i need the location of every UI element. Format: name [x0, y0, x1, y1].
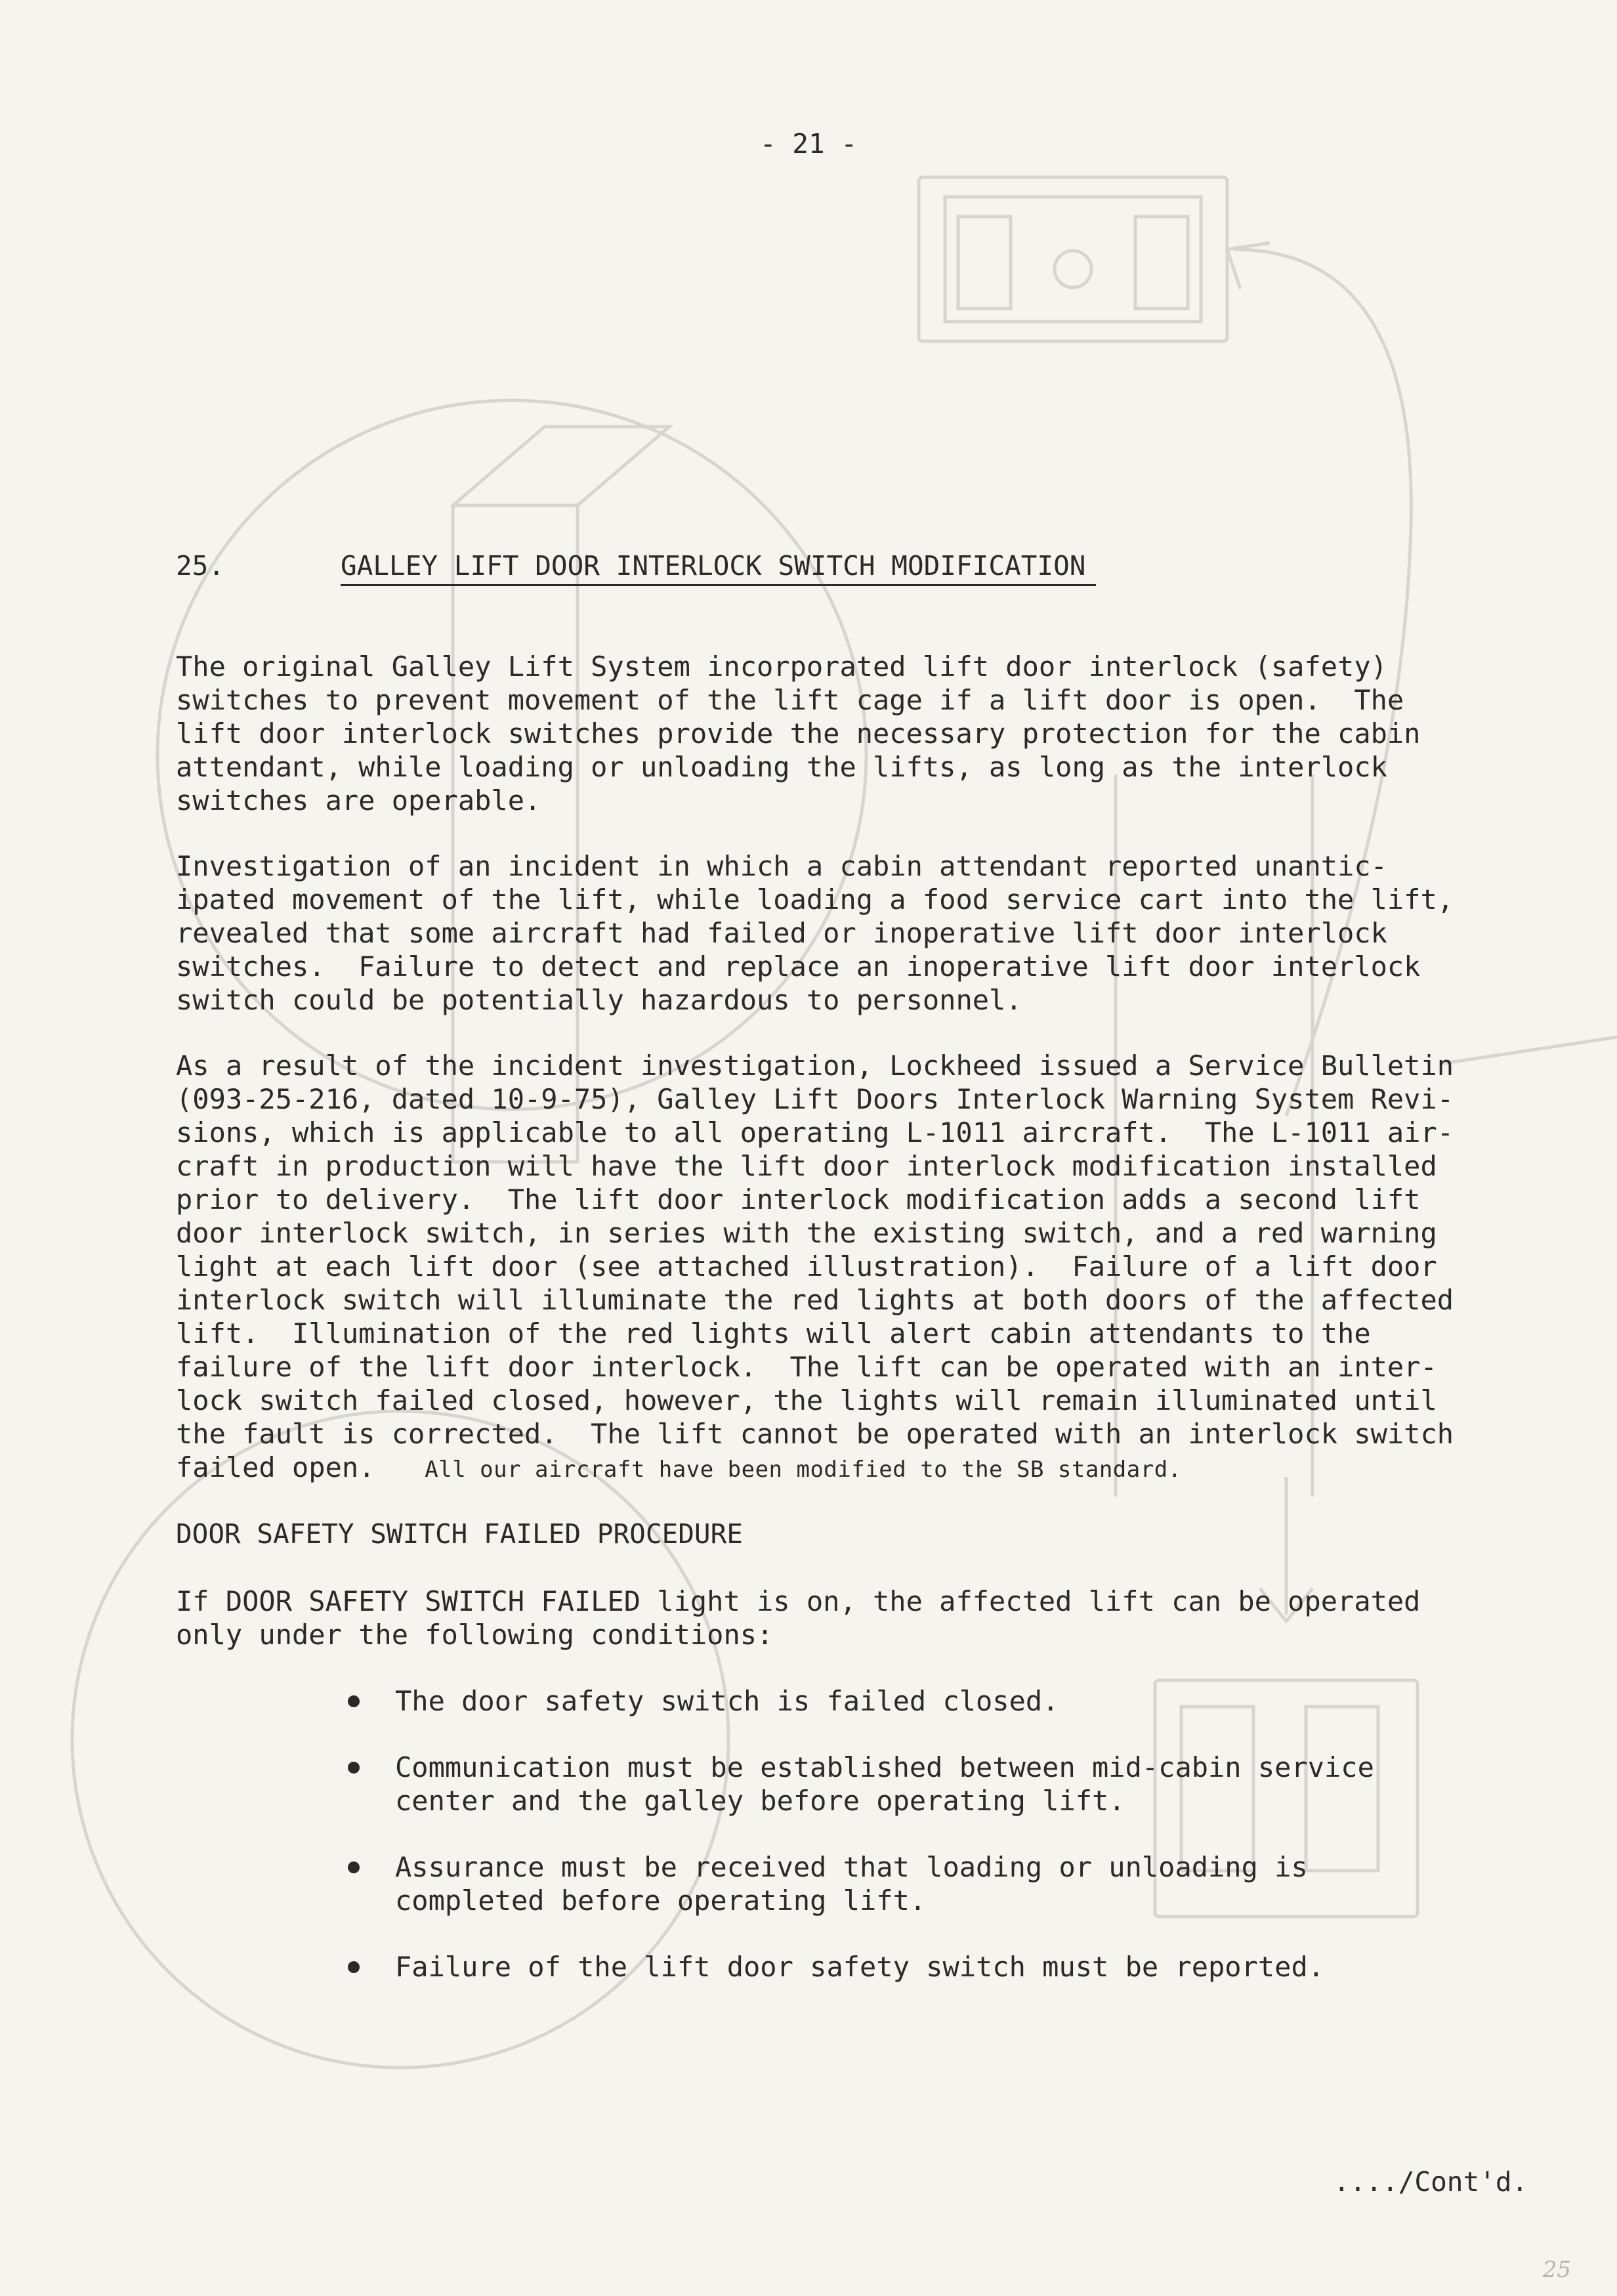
result-paragraph-text: As a result of the incident investigation, Lockheed issued a Service Bulletin (093-25-216, dated 10-9-75), Galley Lift Doors Interlock Warning System Revi- sions, which is applicable to all operating L-1011 aircraft. The L-1011 air- craft in production will have the lift door interlock modification installed prior to delivery. The lift door interlock modification adds a second lift door interlock switch, in series with the existing switch, and a red warning light at each lift door (see attached illustration). Failure of a lift door interlock switch will illuminate the red lights at both doors of the affected lift. Illumination of the red lights will alert cabin attendants to the failure of the lift door interlock. The lift can be operated with an inter- lock switch failed closed, however, the lights will remain illuminated until the fault is corrected. The lift cannot be operated with an interlock switch failed open. [176, 1050, 1454, 1483]
bullet-icon [348, 1762, 360, 1774]
procedure-heading: DOOR SAFETY SWITCH FAILED PROCEDURE [176, 1518, 743, 1550]
section-title: GALLEY LIFT DOOR INTERLOCK SWITCH MODIFICATION [341, 550, 1096, 586]
modification-note: All our aircraft have been modified to the SB standard. [425, 1456, 1182, 1483]
investigation-paragraph: Investigation of an incident in which a cabin attendant reported unantic- ipated movement of the lift, while loading a food service cart into the lift, revealed that some aircraft had failed or inoperative lift door interlock switches. Failure to detect and replace an inoperative lift door interlock switch could be potentially hazardous to personnel. [176, 850, 1454, 1016]
page-number: - 21 - [759, 128, 858, 159]
section-number: 25. [176, 550, 225, 582]
bullet-icon [348, 1861, 360, 1873]
condition-text: Communication must be established between mid-cabin service center and the galley before operating lift. [395, 1751, 1374, 1817]
conditions-list [341, 1684, 1457, 1984]
corner-page-mark: 25 [1542, 2257, 1571, 2283]
bullet-icon [348, 1961, 360, 1973]
condition-text: The door safety switch is failed closed. [395, 1685, 1059, 1717]
condition-text: Failure of the lift door safety switch must be reported. [395, 1951, 1325, 1983]
result-paragraph [176, 1049, 1475, 1487]
intro-paragraph: The original Galley Lift System incorporated lift door interlock (safety) switches to prevent movement of the lift cage if a lift door is open. The lift door interlock switches provide the necessary protection for the cabin attendant, while loading or unloading the lifts, as long as the interlock switches are operable. [176, 650, 1421, 817]
condition-text: Assurance must be received that loading or unloading is completed before operating lift. [395, 1851, 1308, 1917]
continued-marker: ..../Cont'd. [1334, 2166, 1528, 2198]
condition-item [341, 1751, 1457, 1818]
condition-item [341, 1850, 1457, 1917]
bullet-icon [348, 1695, 360, 1707]
condition-item [341, 1684, 1457, 1718]
procedure-intro: If DOOR SAFETY SWITCH FAILED light is on, the affected lift can be operated only under the following conditions: [176, 1585, 1421, 1651]
condition-item [341, 1950, 1457, 1984]
